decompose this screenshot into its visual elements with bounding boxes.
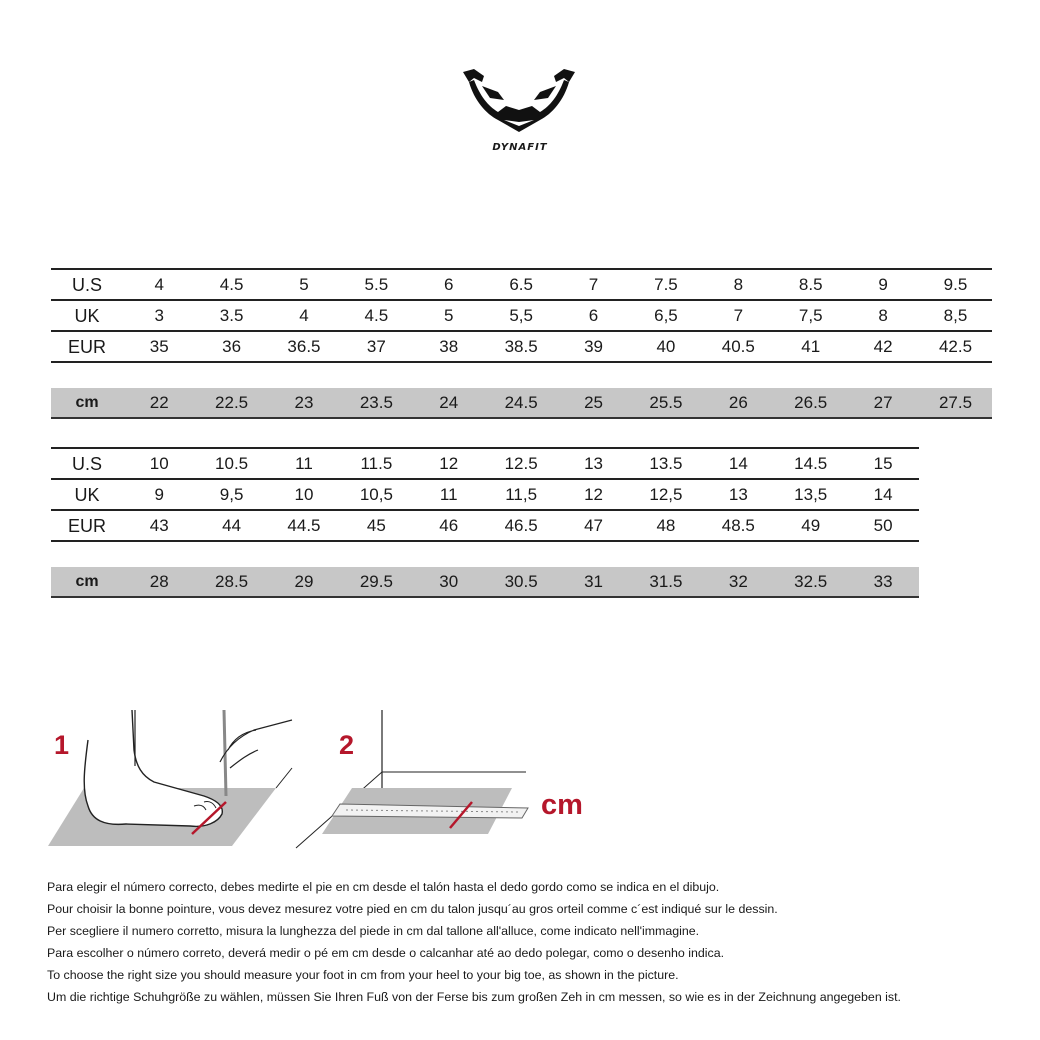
row-label: U.S: [51, 269, 123, 300]
cm-cell: 32.5: [775, 567, 847, 597]
instruction-line: Para escolher o número correto, deverá medir o pé em cm desde o calcanhar até ao dedo polegar, como o desenho indica.: [47, 946, 725, 960]
instructions: [47, 876, 1027, 1008]
instruction-line: To choose the right size you should measure your foot in cm from your heel to your big toe, as shown in the picture.: [47, 968, 679, 982]
size-cell: 13.5: [630, 448, 702, 479]
size-cell: 40.5: [702, 331, 774, 362]
size-cell: 14: [702, 448, 774, 479]
size-cell: 9: [847, 269, 919, 300]
size-cell: 14.5: [775, 448, 847, 479]
size-cell: 5.5: [340, 269, 412, 300]
size-cell: 8: [847, 300, 919, 331]
size-cell: 13: [702, 479, 774, 510]
size-cell: 39: [557, 331, 629, 362]
row-label: EUR: [51, 331, 123, 362]
size-table-1: [51, 268, 992, 363]
instruction-line: Um die richtige Schuhgröße zu wählen, müssen Sie Ihren Fuß von der Ferse bis zum großen Zeh in cm messen, so wie es in der Zeichnung angegeben ist.: [47, 990, 901, 1004]
size-cell: 42.5: [919, 331, 991, 362]
size-cell: 4: [123, 269, 195, 300]
cm-cell: 25.5: [630, 388, 702, 418]
row-label: U.S: [51, 448, 123, 479]
size-cell: 6: [413, 269, 485, 300]
cm-cell: 31: [557, 567, 629, 597]
cm-cell: 27.5: [919, 388, 991, 418]
instruction-line: Pour choisir la bonne pointure, vous devez mesurez votre pied en cm du talon jusqu´au gros orteil comme c´est indiqué sur le dessin.: [47, 902, 778, 916]
row-label: UK: [51, 479, 123, 510]
size-cell: 8,5: [919, 300, 991, 331]
size-cell: 3.5: [195, 300, 267, 331]
size-cell: 12.5: [485, 448, 557, 479]
size-cell: 38.5: [485, 331, 557, 362]
cm-row-table-1: [51, 388, 992, 419]
size-cell: 9.5: [919, 269, 991, 300]
size-cell: 7.5: [630, 269, 702, 300]
cm-cell: 26: [702, 388, 774, 418]
size-cell: 4.5: [340, 300, 412, 331]
size-cell: 8.5: [775, 269, 847, 300]
size-cell: 11.5: [340, 448, 412, 479]
cm-cell: 32: [702, 567, 774, 597]
size-cell: 11: [268, 448, 340, 479]
size-cell: 36.5: [268, 331, 340, 362]
size-cell: 46.5: [485, 510, 557, 541]
cm-cell: 31.5: [630, 567, 702, 597]
size-cell: 7: [702, 300, 774, 331]
size-cell: 42: [847, 331, 919, 362]
ruler-measure-illustration: [292, 710, 532, 852]
size-cell: 36: [195, 331, 267, 362]
cm-row-table-2: [51, 567, 919, 598]
size-cell: 37: [340, 331, 412, 362]
size-cell: 48.5: [702, 510, 774, 541]
size-cell: 50: [847, 510, 919, 541]
size-cell: 48: [630, 510, 702, 541]
size-cell: 44.5: [268, 510, 340, 541]
brand-name: DYNAFIT: [492, 142, 548, 153]
cm-cell: 30.5: [485, 567, 557, 597]
cm-cell: 24.5: [485, 388, 557, 418]
size-cell: 7: [557, 269, 629, 300]
size-cell: 43: [123, 510, 195, 541]
cm-cell: 30: [413, 567, 485, 597]
size-cell: 44: [195, 510, 267, 541]
size-cell: 15: [847, 448, 919, 479]
cm-cell: 28: [123, 567, 195, 597]
size-cell: 11,5: [485, 479, 557, 510]
size-cell: 6,5: [630, 300, 702, 331]
size-cell: 41: [775, 331, 847, 362]
size-cell: 6.5: [485, 269, 557, 300]
size-cell: 4: [268, 300, 340, 331]
size-row-us: [51, 448, 919, 479]
size-cell: 10.5: [195, 448, 267, 479]
size-cell: 13: [557, 448, 629, 479]
size-cell: 6: [557, 300, 629, 331]
cm-cell: 24: [413, 388, 485, 418]
size-cell: 40: [630, 331, 702, 362]
size-row-cm: [51, 388, 992, 418]
size-cell: 9,5: [195, 479, 267, 510]
size-row-cm: [51, 567, 919, 597]
size-cell: 8: [702, 269, 774, 300]
size-cell: 7,5: [775, 300, 847, 331]
size-row-eur: [51, 510, 919, 541]
size-cell: 12,5: [630, 479, 702, 510]
size-cell: 47: [557, 510, 629, 541]
size-cell: 3: [123, 300, 195, 331]
row-label: UK: [51, 300, 123, 331]
size-cell: 45: [340, 510, 412, 541]
row-label: EUR: [51, 510, 123, 541]
cm-cell: 23: [268, 388, 340, 418]
size-cell: 9: [123, 479, 195, 510]
size-cell: 35: [123, 331, 195, 362]
size-cell: 5: [413, 300, 485, 331]
size-cell: 4.5: [195, 269, 267, 300]
cm-cell: 22.5: [195, 388, 267, 418]
cm-cell: 22: [123, 388, 195, 418]
size-table-2: [51, 447, 919, 542]
instruction-line: Para elegir el número correcto, debes medirte el pie en cm desde el talón hasta el dedo gordo como se indica en el dibujo.: [47, 880, 720, 894]
size-cell: 14: [847, 479, 919, 510]
size-cell: 10,5: [340, 479, 412, 510]
size-row-eur: [51, 331, 992, 362]
size-cell: 10: [268, 479, 340, 510]
size-cell: 12: [557, 479, 629, 510]
size-cell: 5: [268, 269, 340, 300]
size-row-us: [51, 269, 992, 300]
brand-logo: [460, 66, 578, 134]
size-cell: 5,5: [485, 300, 557, 331]
snow-leopard-head-icon: [460, 66, 578, 134]
unit-label: cm: [541, 789, 583, 821]
size-cell: 38: [413, 331, 485, 362]
row-label: cm: [51, 567, 123, 597]
size-cell: 11: [413, 479, 485, 510]
cm-cell: 25: [557, 388, 629, 418]
foot-measure-illustration: [44, 710, 296, 852]
size-row-uk: [51, 300, 992, 331]
instruction-line: Per scegliere il numero corretto, misura la lunghezza del piede in cm dal tallone all'alluce, come indicato nell'immagine.: [47, 924, 700, 938]
step-2-number: 2: [339, 730, 355, 760]
cm-cell: 28.5: [195, 567, 267, 597]
size-cell: 49: [775, 510, 847, 541]
cm-cell: 27: [847, 388, 919, 418]
cm-cell: 29: [268, 567, 340, 597]
cm-cell: 33: [847, 567, 919, 597]
size-cell: 13,5: [775, 479, 847, 510]
size-cell: 10: [123, 448, 195, 479]
cm-cell: 23.5: [340, 388, 412, 418]
cm-cell: 29.5: [340, 567, 412, 597]
size-cell: 12: [413, 448, 485, 479]
size-cell: 46: [413, 510, 485, 541]
size-row-uk: [51, 479, 919, 510]
row-label: cm: [51, 388, 123, 418]
cm-cell: 26.5: [775, 388, 847, 418]
step-1-number: 1: [54, 730, 70, 760]
